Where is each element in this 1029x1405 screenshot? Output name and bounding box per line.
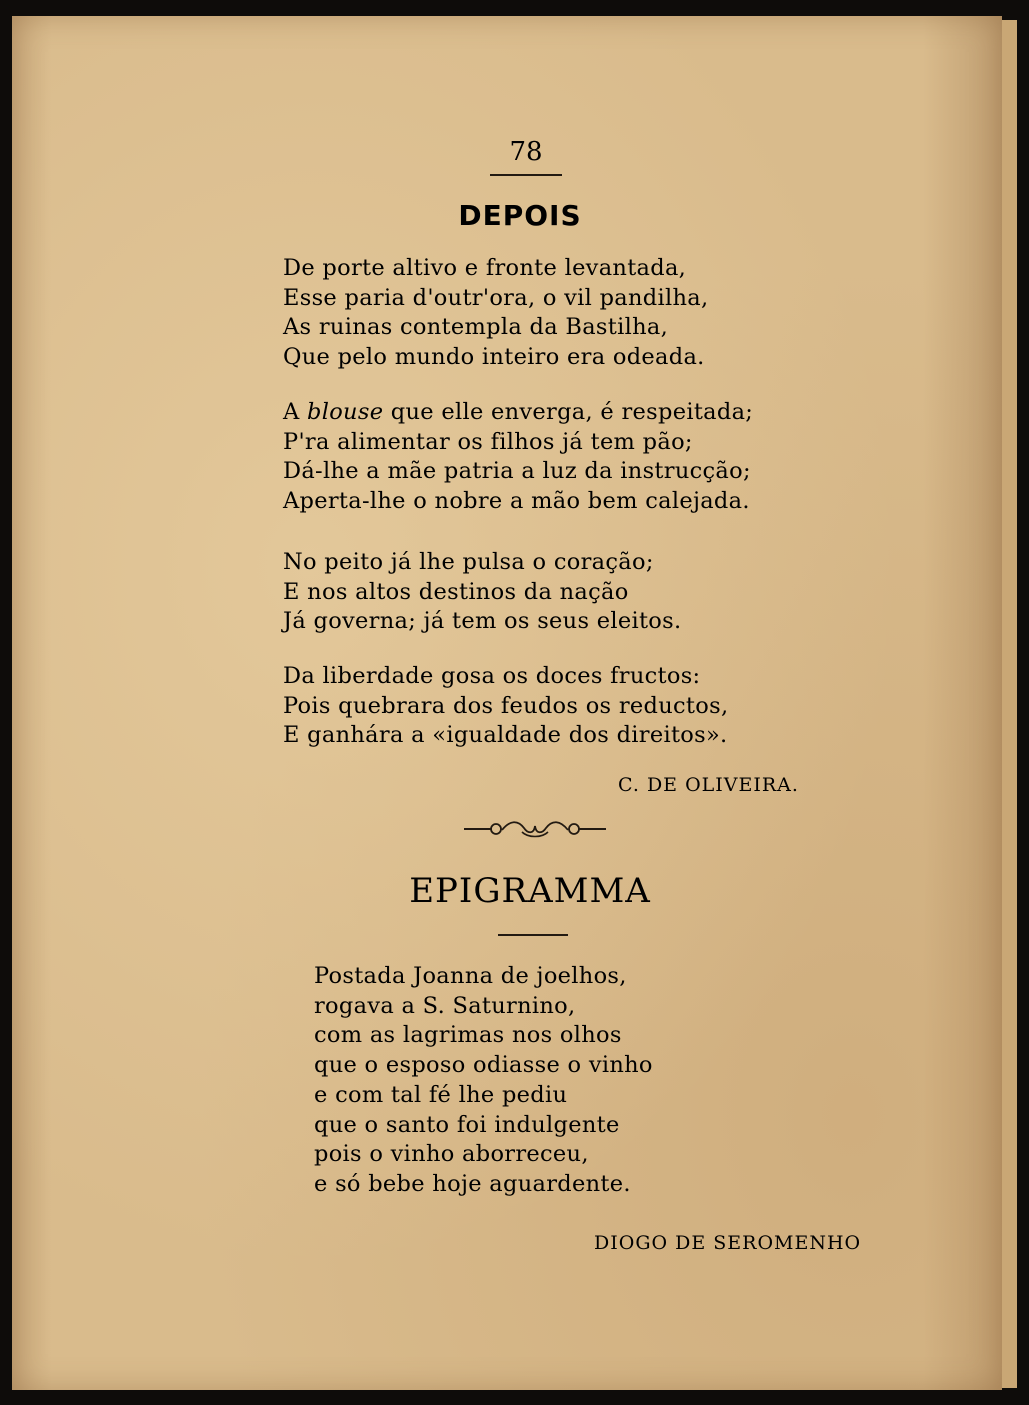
page-number-rule — [490, 174, 562, 176]
verse-line: As ruinas contempla da Bastilha, — [283, 314, 669, 340]
verse-line: pois o vinho aborreceu, — [314, 1141, 589, 1168]
verse-line: e só bebe hoje aguardente. — [314, 1170, 631, 1197]
verse-prefix: A — [283, 399, 308, 425]
verse-line: Que pelo mundo inteiro era odeada. — [283, 343, 705, 370]
stanza-3 — [283, 548, 681, 637]
verse-line: E ganhára a «igualdade dos direitos». — [283, 722, 728, 748]
verse-line: Dá-lhe a mãe patria a luz da instrucção; — [283, 458, 751, 484]
stanza-4 — [283, 662, 728, 751]
verse-line: com as lagrimas nos olhos — [314, 1022, 622, 1049]
poem1-author: C. DE OLIVEIRA. — [618, 774, 799, 796]
title-rule — [498, 934, 568, 936]
verse-line: Pois quebrara dos feudos os reductos, — [283, 692, 729, 719]
verse-line: Da liberdade gosa os doces fructos: — [283, 663, 701, 689]
stanza-2 — [283, 398, 753, 516]
page-number: 78 — [509, 137, 543, 167]
poem2-author: DIOGO DE SEROMENHO — [594, 1232, 862, 1254]
verse-line: que o esposo odiasse o vinho — [314, 1052, 653, 1079]
verse-line: e com tal fé lhe pediu — [314, 1081, 568, 1108]
poem-title-epigramma: EPIGRAMMA — [409, 871, 651, 911]
verse-line: De porte altivo e fronte levantada, — [283, 255, 687, 281]
epigramma-verses — [314, 962, 653, 1200]
verse-line: rogava a S. Saturnino, — [314, 992, 576, 1019]
verse-line: Esse paria d'outr'ora, o vil pandilha, — [283, 284, 709, 311]
verse-line: P'ra alimentar os filhos já tem pão; — [283, 428, 693, 455]
verse-line: No peito já lhe pulsa o coração; — [283, 549, 654, 575]
verse-line — [283, 398, 753, 428]
poem-title-depois: DEPOIS — [458, 199, 582, 232]
verse-line: Postada Joanna de joelhos, — [314, 963, 627, 989]
verse-line: E nos altos destinos da nação — [283, 578, 629, 605]
italic-word: blouse — [307, 399, 384, 425]
ornament-divider — [462, 816, 608, 842]
verse-suffix: que elle enverga, é respeitada; — [383, 399, 754, 425]
verse-line: Aperta-lhe o nobre a mão bem calejada. — [283, 487, 750, 514]
stanza-1 — [283, 254, 708, 372]
verse-line: Já governa; já tem os seus eleitos. — [283, 608, 682, 634]
verse-line: que o santo foi indulgente — [314, 1111, 620, 1138]
